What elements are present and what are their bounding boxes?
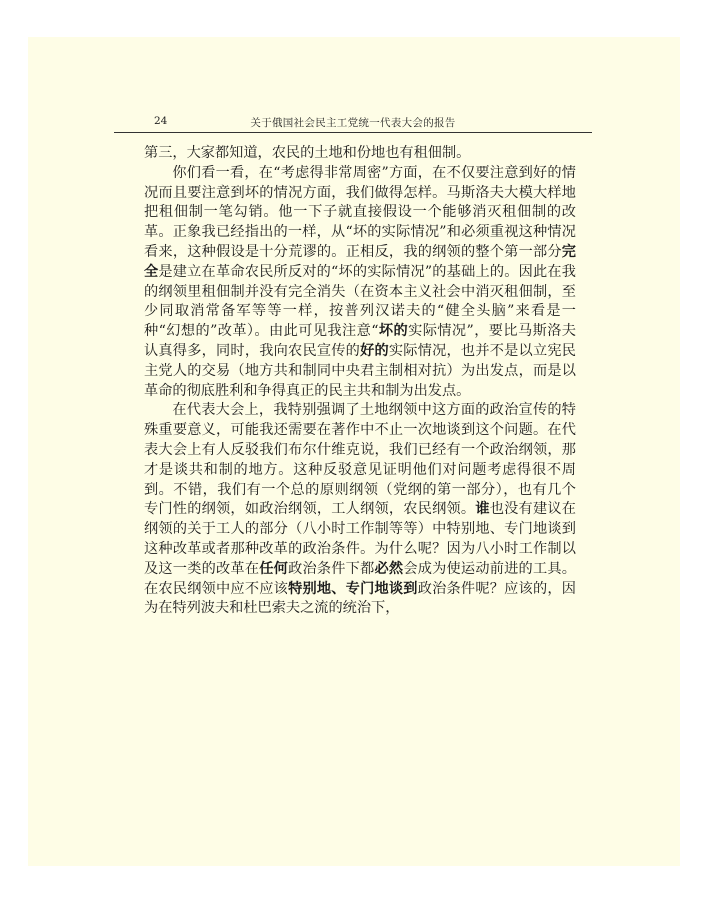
paragraph-2	[144, 164, 576, 402]
emphasis-specifically: 特别地、专门地谈到	[288, 580, 418, 597]
page-number: 24	[154, 115, 168, 127]
emphasis-bad: 坏的	[378, 323, 409, 340]
text-segment: 会成为使运动前进的工具。在农民纲领中应不应该	[144, 560, 576, 597]
paragraph-3	[144, 401, 576, 619]
body-text	[144, 144, 576, 619]
text-segment: 政治条件下都	[288, 560, 375, 577]
emphasis-any: 任何	[259, 560, 289, 577]
text-segment: 是建立在革命农民所反对的“坏的实际情况”的基础上的。因此在我的纲领里租佃制并没有完全消失（在资本主义社会中消灭租佃制，至少同取消常备军等等一样，按普列汉诺夫的“健全头脑”来看是一种“幻想的”改革）。由此可见我注意“	[144, 263, 576, 340]
text-segment: 第三，大家都知道，农民的土地和份地也有租佃制。	[144, 145, 471, 161]
text-segment: 你们看一看，在“考虑得非常周密”方面，在不仅要注意到好的情况而且要注意到坏的情况方面，我们做得怎样。马斯洛夫大模大样地把租佃制一笔勾销。他一下子就直接假设一个能够消灭租佃制的改革。正象我已经指出的一样，从“坏的实际情况”和必须重视这种情况看来，这种假设是十分荒谬的。正相反，我的纲领的整个第一部分	[144, 164, 576, 260]
page-header	[114, 114, 592, 133]
emphasis-necessarily: 必然	[374, 560, 404, 577]
text-segment: 也没有建议在纲领的关于工人的部分（八小时工作制等等）中特别地、专门地谈到这种改革或者那种改革的政治条件。为什么呢？因为八小时工作制以及这一类的改革在	[144, 501, 576, 577]
emphasis-good: 好的	[360, 342, 389, 359]
emphasis-nobody: 谁	[475, 501, 490, 518]
text-segment: 政治条件呢？应该的，因为在特列波夫和杜巴索夫之流的统治下，	[144, 580, 576, 617]
running-title: 关于俄国社会民主工党统一代表大会的报告	[250, 117, 456, 129]
text-segment: 在代表大会上，我特别强调了土地纲领中这方面的政治宣传的特殊重要意义，可能我还需要在著作中不止一次地谈到这个问题。在代表大会上有人反驳我们布尔什维克说，我们已经有一个政治纲领，那才是谈共和制的地方。这种反驳意见证明他们对问题考虑得很不周到。不错，我们有一个总的原则纲领（党纲的第一部分），也有几个专门性的纲领，如政治纲领，工人纲领，农民纲领。	[144, 402, 576, 518]
text-segment: 实际情况，也并不是以立宪民主党人的交易（地方共和制同中央君主制相对抗）为出发点，而是以革命的彻底胜利和争得真正的民主共和制为出发点。	[144, 342, 576, 399]
emphasis-complete: 完全	[144, 243, 576, 280]
paragraph-1	[144, 144, 576, 164]
text-segment: 实际情况”，要比马斯洛夫认真得多，同时，我向农民宣传的	[144, 323, 576, 359]
